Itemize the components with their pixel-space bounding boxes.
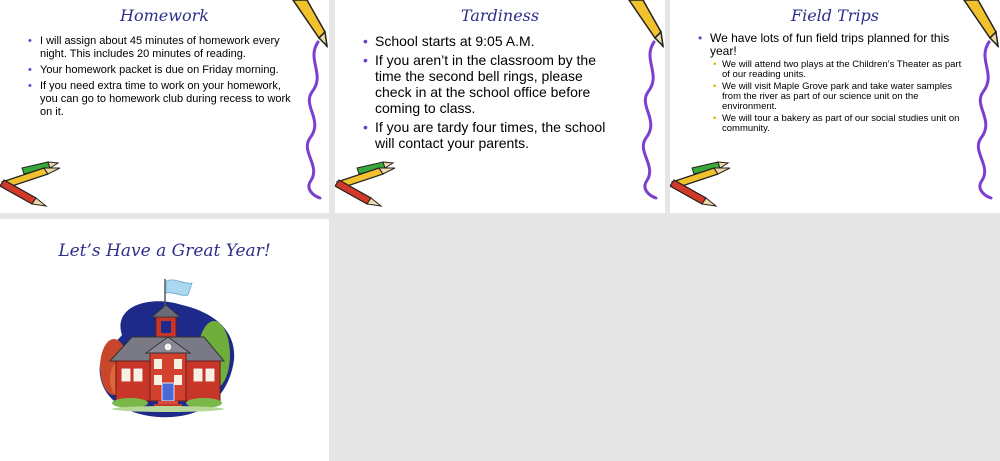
bullet-item: • If you need extra time to work on your homework, you can go to homework club during recess to work on it.: [28, 80, 300, 119]
slide-homework[interactable]: [0, 0, 329, 213]
crayons-icon: [670, 160, 740, 210]
sub-bullet-list: [710, 60, 966, 134]
crayons-icon: [335, 160, 405, 210]
slide-title: Let’s Have a Great Year!: [58, 241, 271, 261]
bullet-list: [28, 35, 300, 119]
schoolhouse-illustration: [92, 275, 242, 435]
bullet-list: [698, 32, 966, 136]
bullet-item: • If you are tardy four times, the school will contact your parents.: [363, 119, 623, 151]
sub-bullet-item: • We will tour a bakery as part of our social studies unit on community.: [710, 114, 966, 134]
slide-great-year[interactable]: [0, 219, 329, 461]
squiggle-line: [636, 40, 665, 200]
slide-title: Homework: [120, 6, 209, 25]
bullet-item: • If you aren’t in the classroom by the time the second bell rings, please check in at the school office before coming to class.: [363, 52, 623, 116]
squiggle-line: [971, 40, 1000, 200]
squiggle-line: [300, 40, 329, 200]
slide-field-trips[interactable]: [670, 0, 1000, 213]
sub-bullet-item: • We will attend two plays at the Children’s Theater as part of our reading units.: [710, 60, 966, 80]
bullet-list: [363, 33, 623, 151]
bullet-item: • I will assign about 45 minutes of homework every night. This includes 20 minutes of reading.: [28, 35, 300, 61]
slide-tardiness[interactable]: [335, 0, 665, 213]
bullet-item: [698, 32, 966, 134]
crayons-icon: [0, 160, 70, 210]
sub-bullet-item: • We will visit Maple Grove park and take water samples from the river as part of our science unit on the environment.: [710, 82, 966, 112]
slide-title: Tardiness: [460, 6, 540, 25]
bullet-item: • School starts at 9:05 A.M.: [363, 33, 623, 49]
bullet-text: We have lots of fun field trips planned for this year!: [710, 31, 950, 58]
bullet-item: • Your homework packet is due on Friday morning.: [28, 64, 300, 77]
slide-title: Field Trips: [790, 6, 880, 25]
